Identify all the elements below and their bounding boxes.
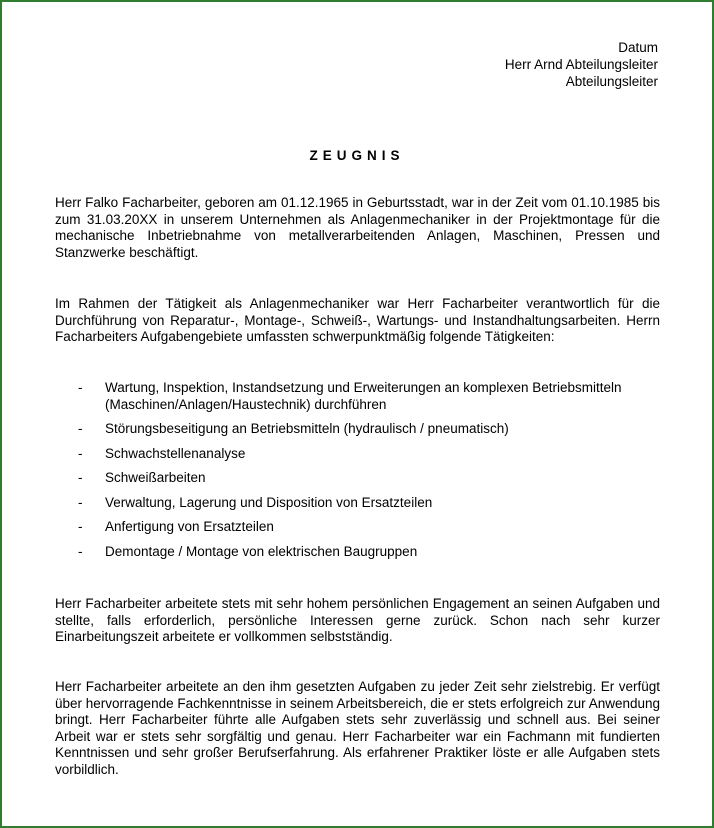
- duty-text: Anfertigung von Ersatzteilen: [105, 519, 274, 534]
- duty-text: Wartung, Inspektion, Instandsetzung und Erweiterungen an komplexen Betriebsmitteln (Maschinen/Anlagen/Haustechnik) durchführen: [105, 380, 622, 412]
- paragraph-engagement: Herr Facharbeiter arbeitete stets mit sehr hohem persönlichen Engagement an seinen Aufgaben und stellte, falls erforderlich, persönliche Interessen gerne zurück. Schon nach sehr kurzer Einarbeitungszeit arbeitete er vollkommen selbstständig.: [55, 596, 660, 644]
- list-item: [55, 519, 660, 536]
- duty-text: Schweißarbeiten: [105, 470, 206, 485]
- document-title: ZEUGNIS: [309, 148, 405, 163]
- paragraph-performance: Herr Facharbeiter arbeitete an den ihm gesetzten Aufgaben zu jeder Zeit sehr zielstrebig. Er verfügt über hervorragende Fachkenntnisse in seinem Arbeitsbereich, die er stets erfolgreich zur Anwendung bringt. Herr Facharbeiter führte alle Aufgaben stets sehr zuverlässig und schnell aus. Bei seiner Arbeit war er stets sehr sorgfältig und genau. Herr Facharbeiter war ein Fachmann mit fundierten Kenntnissen und sehr großer Berufserfahrung. Als erfahrener Praktiker löste er alle Aufgaben stets vorbildlich.: [55, 679, 660, 777]
- list-item: [55, 495, 660, 512]
- list-item: [55, 470, 660, 487]
- paragraph-employment: Herr Falko Facharbeiter, geboren am 01.12.1965 in Geburtsstadt, war in der Zeit vom 01.10.1985 bis zum 31.03.20XX in unserem Unternehmen als Anlagenmechaniker in der Projektmontage für die mechanische Inbetriebnahme von metallverarbeitenden Anlagen, Maschinen, Pressen und Stanzwerke beschäftigt.: [55, 195, 660, 260]
- duties-list: [55, 380, 660, 568]
- sender-name: Herr Arnd Abteilungsleiter: [504, 57, 658, 72]
- bullet-dash: -: [78, 519, 83, 534]
- date-line: Datum: [618, 40, 658, 55]
- bullet-dash: -: [78, 494, 83, 510]
- list-item: [55, 421, 660, 438]
- duty-text: Störungsbeseitigung an Betriebsmitteln (hydraulisch / pneumatisch): [105, 421, 509, 436]
- bullet-dash: -: [78, 421, 83, 436]
- list-item: [55, 380, 660, 413]
- bullet-dash: -: [78, 470, 83, 485]
- list-item: [55, 544, 660, 561]
- list-item: [55, 446, 660, 463]
- duty-text: Schwachstellenanalyse: [105, 445, 246, 461]
- duty-text: Demontage / Montage von elektrischen Baugruppen: [105, 543, 418, 559]
- bullet-dash: -: [78, 543, 83, 559]
- sender-block: [505, 39, 658, 90]
- sender-title: Abteilungsleiter: [565, 74, 658, 89]
- paragraph-responsibilities: Im Rahmen der Tätigkeit als Anlagenmechaniker war Herr Facharbeiter verantwortlich für die Durchführung von Reparatur-, Montage-, Schweiß-, Wartungs- und Instandhaltungsarbeiten. Herrn Facharbeiters Aufgabengebiete umfassten schwerpunktmäßig folgende Tätigkeiten:: [55, 296, 660, 344]
- duty-text: Verwaltung, Lagerung und Disposition von Ersatzteilen: [105, 494, 433, 510]
- bullet-dash: -: [78, 445, 83, 461]
- bullet-dash: -: [78, 380, 83, 395]
